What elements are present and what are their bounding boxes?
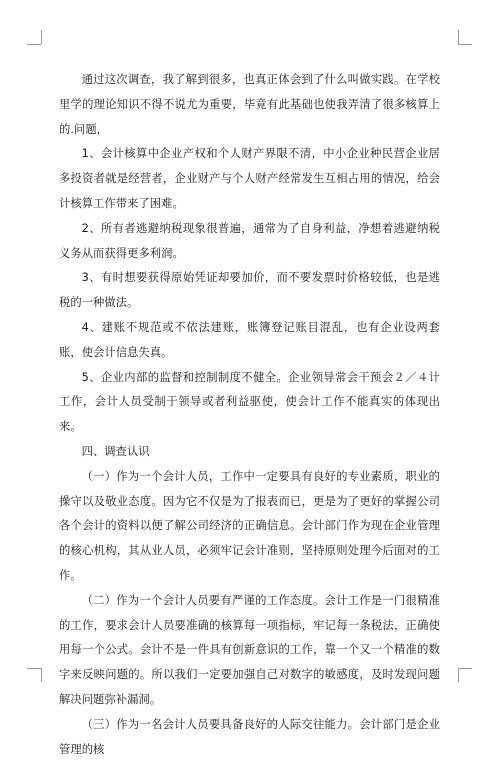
paragraph-intro: 通过这次调查，我了解到很多，也真正体会到了什么叫做实践。在学校里学的理论知识不得不说尤为重要，毕竟有此基础也使我弄清了很多核算上的.问题， xyxy=(59,73,440,136)
paragraph-point-1: （一）作为一个会计人员，工作中一定要具有良好的专业素质，职业的操守以及敬业态度。因为它不仅是为了报表而已，更是为了更好的掌握公司各个会计的资料以便了解公司经济的正确信息。会计部门作为现在企业管理的核心机构，其从业人员，必须牢记会计准则，坚持原则处理今后面对的工作。 xyxy=(59,469,440,582)
paragraph-point-2: （二）作为一个会计人员要有严谨的工作态度。会计工作是一门很精准的工作，要求会计人员要准确的核算每一项指标，牢记每一条税法，正确使用每一个公式。会计不是一件具有创新意识的工作，靠一个又一个精准的数字来反映问题的。所以我们一定要加强自己对数字的敏感度，及时发现问题解决问题弥补漏洞。 xyxy=(59,593,440,706)
paragraph-item-4: 4、建账不规范或不依法建账，账簿登记账目混乱，也有企业设两套账，使会计信息失真。 xyxy=(59,320,440,359)
paragraph-item-3: 3、有时想要获得原始凭证却要加价，而不要发票时价格较低，也是逃税的一种做法。 xyxy=(59,271,440,310)
paragraph-item-5: 5、企业内部的监督和控制制度不健全。企业领导常会干预会２／４计工作，会计人员受制于领导或者利益驱使，使会计工作不能真实的体现出来。 xyxy=(59,370,440,434)
document-body xyxy=(59,68,440,762)
paragraph-item-2: 2、所有者逃避纳税现象很普遍，通常为了自身利益，净想着逃避纳税义务从而获得更多利润。 xyxy=(59,221,440,260)
section-heading-4: 四、调查认识 xyxy=(81,444,150,458)
paragraph-point-3: （三）作为一名会计人员要具备良好的人际交往能力。会计部门是企业管理的核 xyxy=(59,717,440,756)
paragraph-item-1: 1、会计核算中企业产权和个人财产界限不清，中小企业种民营企业居多投资者就是经营者，企业财产与个人财产经常发生互相占用的情况，给会计核算工作带来了困难。 xyxy=(59,147,440,210)
